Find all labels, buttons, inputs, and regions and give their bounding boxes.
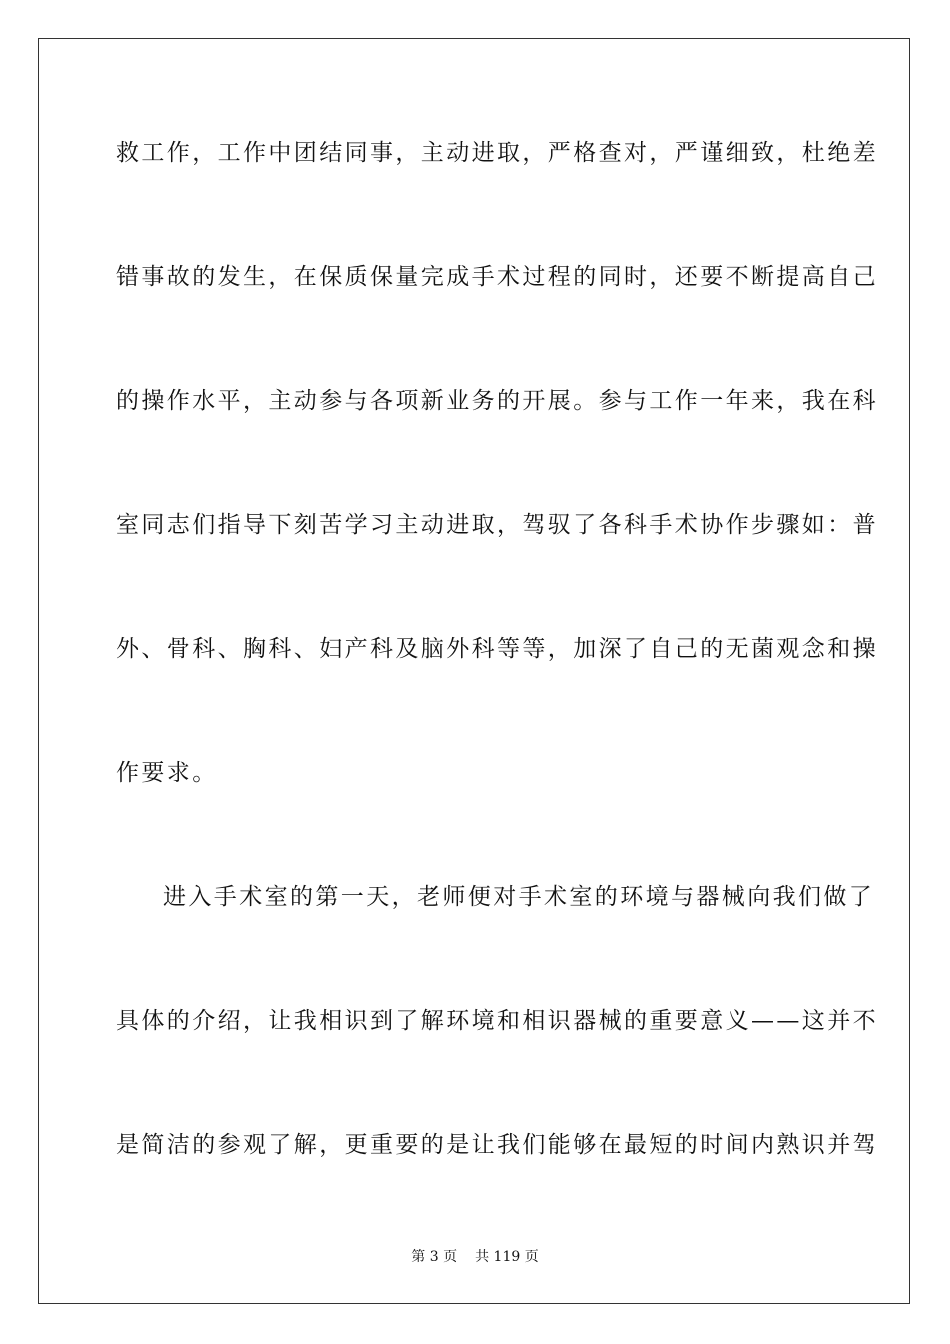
paragraph-line: 外、骨科、胸科、妇产科及脑外科等等，加深了自己的无菌观念和操 [116,636,878,662]
paragraph-line: 是简洁的参观了解，更重要的是让我们能够在最短的时间内熟识并驾 [116,1132,878,1158]
paragraph-line: 的操作水平，主动参与各项新业务的开展。参与工作一年来，我在科 [116,388,878,414]
paragraph-line: 作要求。 [116,760,218,786]
paragraph-line: 具体的介绍，让我相识到了解环境和相识器械的重要意义——这并不 [116,1008,878,1034]
paragraph-line: 救工作，工作中团结同事，主动进取，严格查对，严谨细致，杜绝差 [116,140,878,166]
page-number: 第 3 页 [411,1249,458,1265]
page-total: 共 119 页 [475,1249,539,1265]
paragraph-line: 错事故的发生，在保质保量完成手术过程的同时，还要不断提高自己 [116,264,878,290]
paragraph-line: 进入手术室的第一天，老师便对手术室的环境与器械向我们做了 [163,884,875,910]
page-footer [0,1247,950,1267]
paragraph-line: 室同志们指导下刻苦学习主动进取，驾驭了各科手术协作步骤如：普 [116,512,878,538]
page-border [38,38,910,1304]
